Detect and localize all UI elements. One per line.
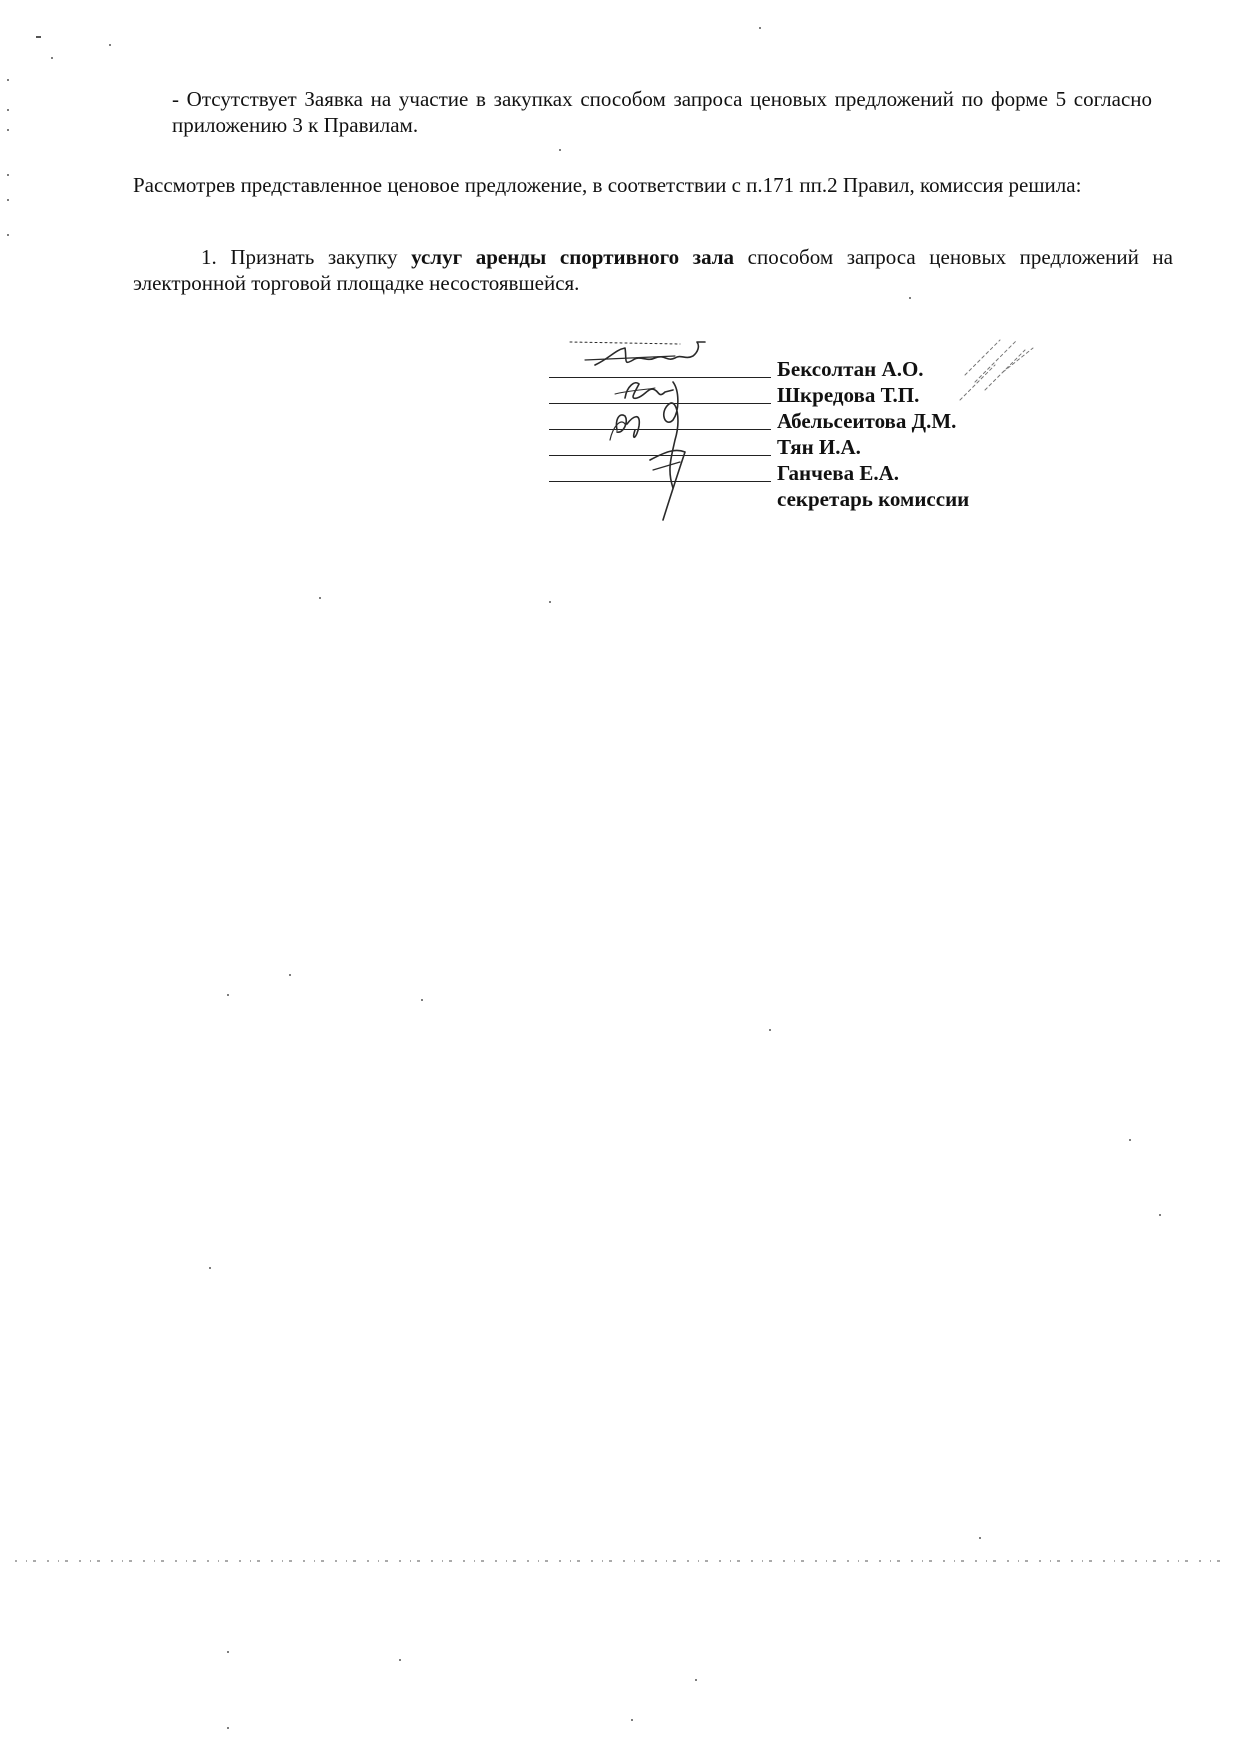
signature-line — [549, 481, 771, 482]
signature-block — [549, 356, 1049, 512]
paragraph-missing-application: - Отсутствует Заявка на участие в закупках способом запроса ценовых предложений по форме 5 согласно приложению 3 к Правилам. — [172, 87, 1152, 137]
signatory-name: Бексолтан А.О. — [777, 357, 924, 381]
decision-text-bold: услуг аренды спортивного зала — [411, 245, 735, 269]
signature-row — [549, 408, 1049, 434]
signature-line — [549, 403, 771, 404]
signatory-role: секретарь комиссии — [777, 487, 970, 511]
signature-line — [549, 455, 771, 456]
signatory-name: Шкредова Т.П. — [777, 383, 920, 407]
signature-line — [549, 429, 771, 430]
paragraph-decision — [133, 244, 1173, 296]
signature-row — [549, 382, 1049, 408]
signature-row — [549, 356, 1049, 382]
paragraph-commission-review: Рассмотрев представленное ценовое предложение, в соответствии с п.171 пп.2 Правил, комиссия решила: — [133, 173, 1082, 197]
decision-text-end: способом запроса ценовых предложений на электронной торговой площадке несостоявшейся. — [133, 245, 1173, 295]
signatory-name: Тян И.А. — [777, 435, 861, 459]
signature-line — [549, 377, 771, 378]
decision-text-start: 1. Признать закупку — [201, 245, 412, 269]
signature-row — [549, 486, 1049, 512]
signature-row — [549, 460, 1049, 486]
signature-row — [549, 434, 1049, 460]
signatory-name: Абельсеитова Д.М. — [777, 409, 957, 433]
signatory-name: Ганчева Е.А. — [777, 461, 900, 485]
